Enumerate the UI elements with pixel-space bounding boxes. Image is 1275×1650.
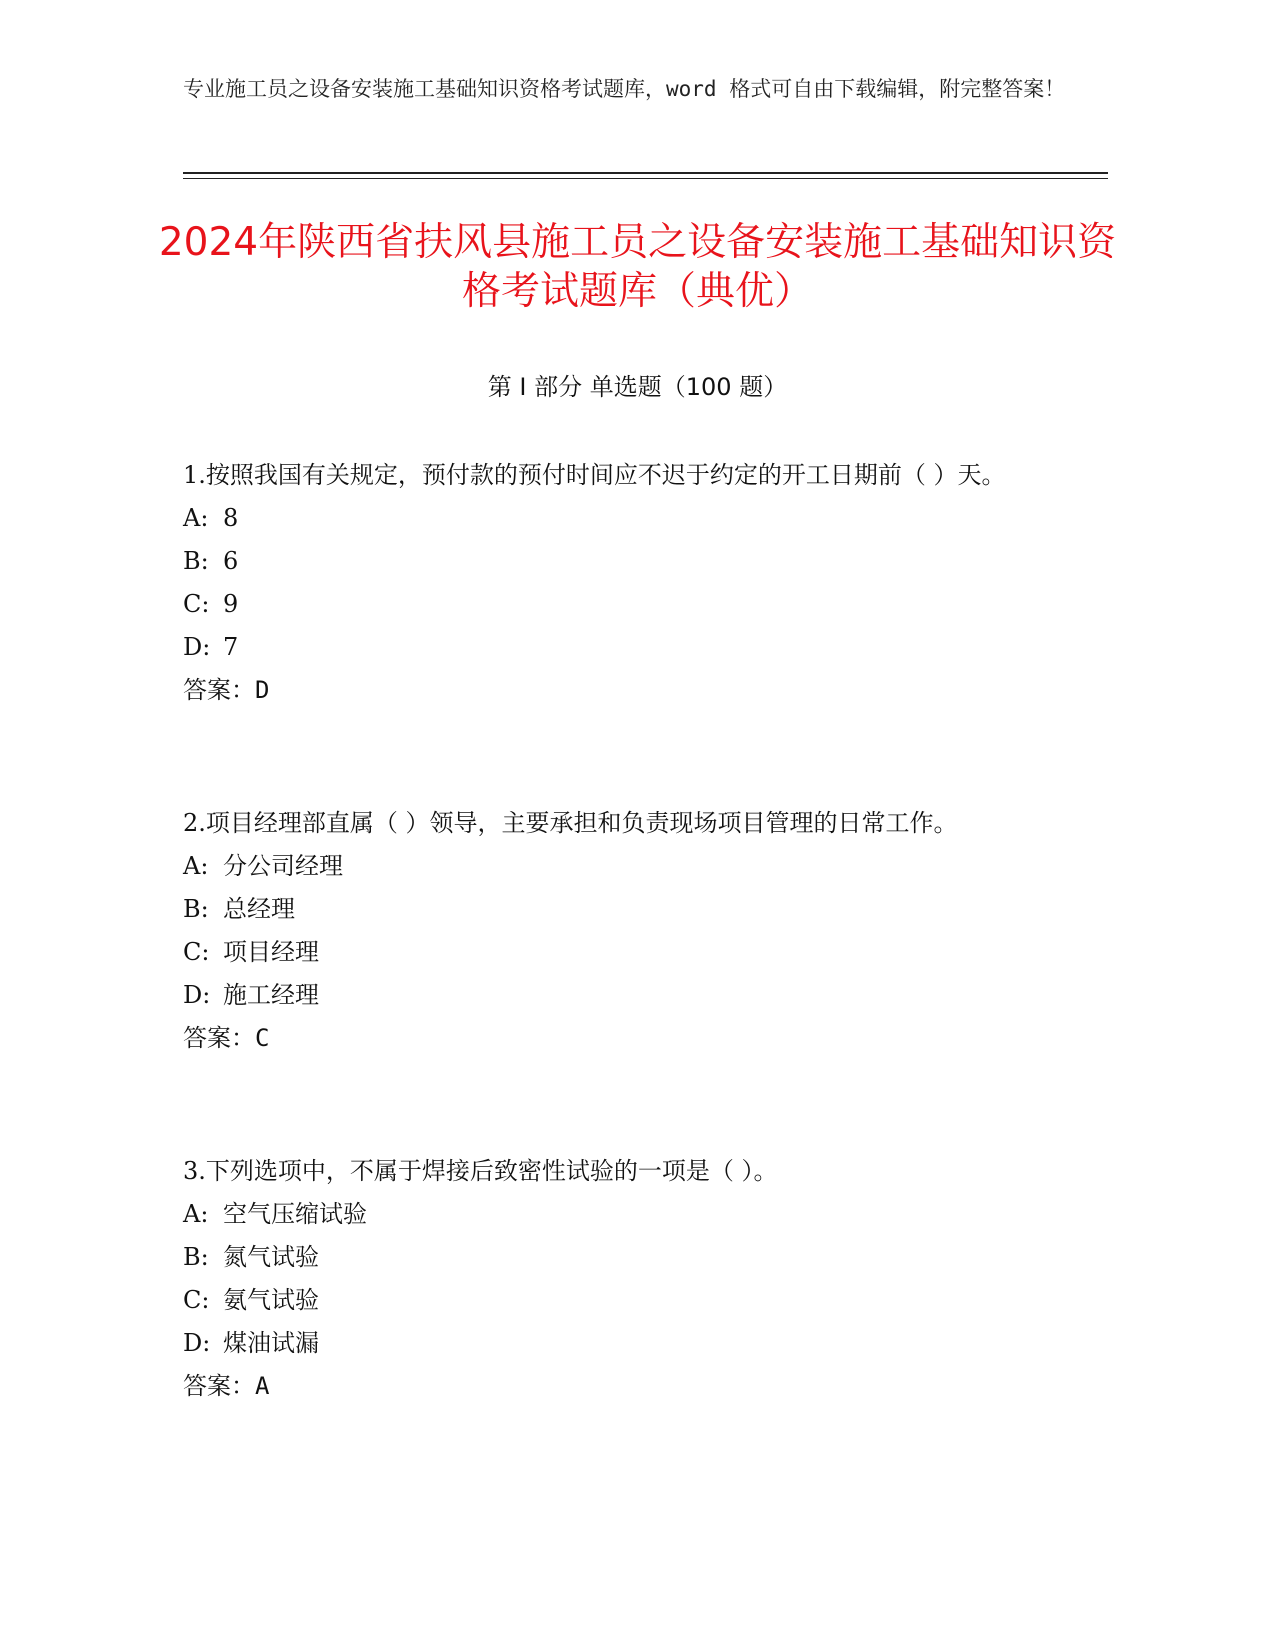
option-value: 氨气试验 xyxy=(223,1286,319,1314)
option-key: A: xyxy=(183,504,209,532)
option-value: 9 xyxy=(223,590,239,618)
option-key: B: xyxy=(183,547,209,575)
option-value: 7 xyxy=(223,633,239,661)
question-2 xyxy=(183,802,1063,1060)
option-value: 6 xyxy=(223,547,239,575)
option-value: 施工经理 xyxy=(223,981,319,1009)
question-text: 2.项目经理部直属（ ）领导，主要承担和负责现场项目管理的日常工作。 xyxy=(183,809,958,837)
answer-value: A xyxy=(255,1372,270,1400)
option-key: D: xyxy=(183,633,211,661)
answer-label: 答案： xyxy=(183,676,255,704)
answer-label: 答案： xyxy=(183,1372,255,1400)
option-b xyxy=(183,540,1063,583)
option-key: A: xyxy=(183,1200,209,1228)
option-b xyxy=(183,888,1063,931)
question-1 xyxy=(183,454,1063,712)
option-a xyxy=(183,845,1063,888)
question-3 xyxy=(183,1150,1063,1408)
option-d xyxy=(183,974,1063,1017)
option-key: D: xyxy=(183,1329,211,1357)
option-d xyxy=(183,1322,1063,1365)
option-c xyxy=(183,583,1063,626)
option-key: B: xyxy=(183,1243,209,1271)
answer-line xyxy=(183,1365,1063,1408)
question-text: 3.下列选项中，不属于焊接后致密性试验的一项是（ ）。 xyxy=(183,1157,778,1185)
option-c xyxy=(183,931,1063,974)
option-key: B: xyxy=(183,895,209,923)
document-title: 2024年陕西省扶风县施工员之设备安装施工基础知识资格考试题库（典优） xyxy=(158,220,1117,314)
option-value: 煤油试漏 xyxy=(223,1329,319,1357)
option-value: 项目经理 xyxy=(223,938,319,966)
option-key: C: xyxy=(183,590,210,618)
option-c xyxy=(183,1279,1063,1322)
option-a xyxy=(183,497,1063,540)
option-key: A: xyxy=(183,852,209,880)
option-value: 氮气试验 xyxy=(223,1243,319,1271)
answer-line xyxy=(183,1017,1063,1060)
answer-line xyxy=(183,669,1063,712)
option-value: 空气压缩试验 xyxy=(223,1200,367,1228)
section-heading: 第 I 部分 单选题（100 题） xyxy=(487,373,788,401)
option-key: C: xyxy=(183,938,210,966)
intro-note: 专业施工员之设备安装施工基础知识资格考试题库，word 格式可自由下载编辑，附完整答案！ xyxy=(183,77,1066,101)
option-key: D: xyxy=(183,981,211,1009)
option-value: 分公司经理 xyxy=(223,852,343,880)
header-rule-thin xyxy=(183,178,1108,179)
option-key: C: xyxy=(183,1286,210,1314)
option-value: 8 xyxy=(223,504,239,532)
header-rule-thick xyxy=(183,172,1108,174)
option-a xyxy=(183,1193,1063,1236)
answer-value: D xyxy=(255,676,270,704)
answer-value: C xyxy=(255,1024,270,1052)
option-b xyxy=(183,1236,1063,1279)
answer-label: 答案： xyxy=(183,1024,255,1052)
question-text: 1.按照我国有关规定，预付款的预付时间应不迟于约定的开工日期前（ ）天。 xyxy=(183,461,1006,489)
option-value: 总经理 xyxy=(223,895,295,923)
option-d xyxy=(183,626,1063,669)
